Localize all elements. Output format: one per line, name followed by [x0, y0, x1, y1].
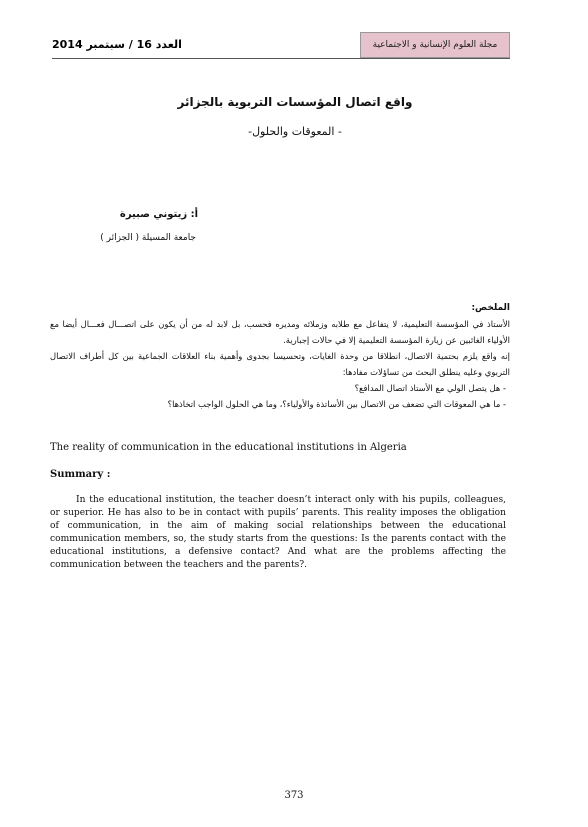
- author-name: أ: زيتوني صبيرة: [119, 209, 198, 220]
- page-number: 373: [284, 790, 304, 801]
- page-header: [52, 32, 510, 58]
- arabic-question-1: - هل يتصل الولي مع الأستاذ اتصال المدافع؟: [354, 382, 506, 393]
- summary-heading: Summary :: [50, 469, 111, 480]
- arabic-abstract: [50, 317, 510, 413]
- article-subtitle: - المعوقات والحلول-: [248, 125, 342, 138]
- arabic-abstract-heading: الملخص:: [471, 303, 510, 313]
- english-title: The reality of communication in the educational institutions in Algeria: [50, 442, 407, 453]
- arabic-paragraph-2: إنه واقع يلزم بحتمية الاتصال، انطلاقا من وحدة الغايات، وتحسيسا بجدوى وأهمية بناء العلاقات الجماعية بين كل أطراف الاتصال التربوي وعليه ينطلق البحث من تساؤلات مفادها:: [50, 350, 510, 377]
- arabic-question-2: - ما هي المعوقات التي تضعف من الاتصال بين الأساتذة والأولياء؟، وما هي الحلول الواجب اتخاذها؟: [167, 398, 506, 409]
- article-title: واقع اتصال المؤسسات التربوية بالجزائر: [177, 95, 413, 109]
- arabic-paragraph-1: الأستاذ في المؤسسة التعليمية، لا يتفاعل مع طلابه وزملائه ومديره فحسب، بل لابد له من أن يكون على اتصـــال فعـــال أيضا مع الأولياء الغائبين عن زيارة المؤسسة التعليمية إلا في حالات إجبارية.: [50, 319, 510, 345]
- author-affiliation: جامعة المسيلة ( الجزائر ): [100, 233, 196, 243]
- issue-info: العدد 16 / سبتمبر 2014: [52, 38, 182, 51]
- journal-name-box: مجلة العلوم الإنسانية و الاجتماعية: [360, 32, 510, 58]
- header-divider: [52, 58, 510, 59]
- english-summary-text: In the educational institution, the teacher doesn’t interact only with his pupils, colleagues, or superior. He has also to be in contact with pupils’ parents. This reality imposes the obligation of communication, in the aim of making social relationships between the educational communication members, so, the study starts from the questions: Is the parents contact with the educational institutions, a defensive contact? And what are the problems affecting the communication between the teachers and the parents?.: [50, 495, 506, 570]
